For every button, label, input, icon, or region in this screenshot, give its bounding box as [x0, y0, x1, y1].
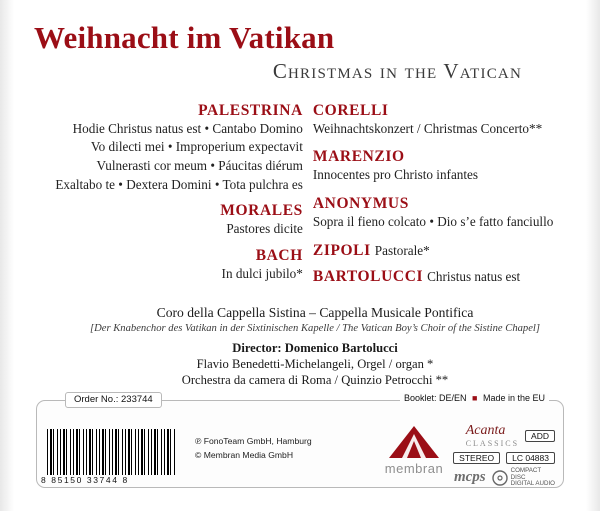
composer-group-palestrina [20, 102, 303, 195]
cd-text-line2: DISC [510, 473, 526, 481]
cd-text-line1: COMPACT [510, 467, 542, 474]
work-item: Weihnachtskonzert / Christmas Concerto** [312, 120, 543, 136]
composer-group-corelli [313, 102, 582, 139]
composer-name-corelli: CORELLI [312, 101, 389, 119]
album-title-english: Christmas in the Vatican [272, 58, 522, 83]
work-item: Pastores dicite [226, 221, 303, 237]
track-column-left [20, 102, 303, 289]
badge-row-mid [407, 452, 555, 464]
works-morales [20, 220, 303, 239]
work-item: Vo dilecti mei • Improperium expectavit [90, 139, 303, 155]
composer-name-zipoli: ZIPOLI [312, 241, 371, 259]
works-palestrina [20, 120, 303, 195]
stereo-badge: STEREO [453, 452, 500, 464]
composer-name-bartolucci: BARTOLUCCI [312, 267, 424, 285]
album-title-german: Weihnacht im Vatikan [34, 20, 335, 55]
barcode-bars-icon [47, 429, 175, 475]
format-badges [407, 423, 555, 492]
copyright: © Membran Media GmbH [195, 449, 294, 460]
works-anonymus [313, 213, 582, 232]
work-item: In dulci jubilo* [221, 266, 303, 282]
copyright-lines [195, 435, 312, 463]
composer-group-zipoli [313, 242, 582, 260]
composer-group-anonymus [313, 195, 582, 232]
organist-name: Flavio Benedetti-Michelangeli, [196, 356, 355, 371]
compact-disc-icon [492, 470, 508, 486]
track-column-right [303, 102, 582, 289]
director-name: Domenico Bartolucci [284, 340, 398, 355]
bullet-separator-icon: ■ [472, 393, 478, 403]
barcode [47, 429, 175, 475]
compact-disc-logo [492, 468, 555, 488]
cd-text-line3: DIGITAL AUDIO [510, 480, 555, 487]
composer-name-morales: MORALES [220, 202, 303, 220]
composer-name-anonymus: ANONYMUS [312, 195, 409, 213]
title-block [0, 0, 600, 84]
composer-group-bach [20, 247, 303, 284]
composer-group-morales [20, 202, 303, 239]
works-corelli [313, 120, 582, 139]
booklet-languages: Booklet: DE/EN [403, 393, 467, 403]
badge-row-top [407, 423, 555, 448]
order-number-box [65, 392, 162, 408]
badge-row-bottom [407, 468, 555, 488]
work-item: Vulnerasti cor meum • Páucitas diérum [96, 158, 303, 174]
acanta-wordmark: Acanta [465, 423, 506, 438]
order-number-value: 233744 [121, 394, 153, 405]
acanta-subtitle: CLASSICS [465, 439, 520, 448]
track-listing [0, 102, 600, 289]
composer-name-bach: BACH [255, 247, 303, 265]
lc-code-badge: LC 04883 [506, 452, 555, 464]
barcode-digits: 8 85150 33744 8 [41, 475, 129, 485]
director-line [30, 341, 600, 356]
director-label: Director: [232, 340, 282, 355]
organist-role: Orgel / organ * [357, 356, 434, 371]
mcps-logo: mcps [453, 469, 486, 486]
composer-group-marenzio [313, 148, 582, 185]
bottom-info-panel [36, 393, 564, 488]
add-badge: ADD [525, 430, 555, 442]
composer-name-palestrina: PALESTRINA [198, 101, 303, 119]
order-number-label: Order No.: [74, 394, 119, 405]
work-item: Pastorale* [374, 242, 430, 258]
composer-name-marenzio: MARENZIO [312, 148, 405, 166]
membran-wordmark: membran [384, 461, 444, 476]
work-item: Exaltabo te • Dextera Domini • Tota pulchra es [55, 176, 303, 192]
compact-disc-text [511, 468, 555, 488]
acanta-logo [466, 423, 519, 448]
credits-block [0, 305, 600, 388]
made-in-label: Made in the EU [482, 393, 545, 403]
composer-group-bartolucci [313, 268, 582, 286]
work-item: Innocentes pro Christo infantes [312, 167, 479, 183]
work-item: Christus natus est [427, 268, 521, 284]
work-item: Hodie Christus natus est • Cantabo Domino [72, 120, 303, 136]
ensemble-alt-name: [Der Knabenchor des Vatikan in der Sixtinischen Kapelle / The Vatican Boy’s Choir of the Sistine Chapel] [90, 322, 540, 334]
organist-line [30, 357, 600, 372]
orchestra-line: Orchestra da camera di Roma / Quinzio Petrocchi ** [181, 372, 449, 387]
ensemble-name: Coro della Cappella Sistina – Cappella Musicale Pontifica [156, 304, 474, 320]
works-marenzio [313, 166, 582, 185]
booklet-info [400, 393, 549, 403]
phonographic-copyright: ℗ FonoTeam GmbH, Hamburg [195, 436, 312, 446]
work-item: Sopra il fieno colcato • Dio s’e fatto fanciullo [312, 214, 554, 230]
works-bach [20, 265, 303, 284]
